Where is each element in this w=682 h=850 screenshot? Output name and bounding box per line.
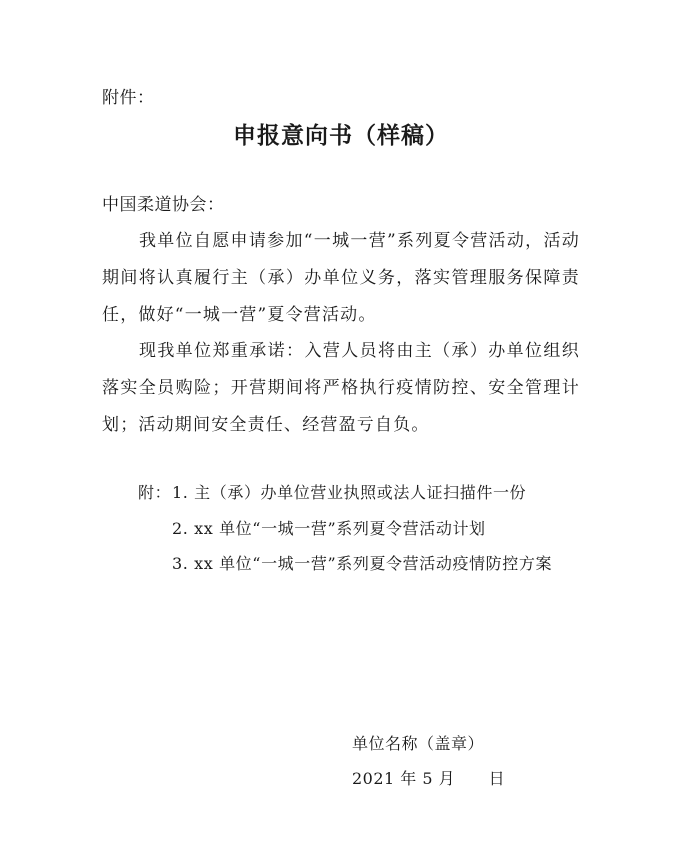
attachment-item-1: 1. 主（承）办单位营业执照或法人证扫描件一份 (172, 483, 527, 502)
attachment-item-2: 2. xx 单位“一城一营”系列夏令营活动计划 (172, 519, 486, 538)
attachment-label: 附件： (102, 88, 155, 108)
document-title: 申报意向书（样稿） (233, 123, 449, 149)
signature-date: 2021 年 5 月 日 (352, 769, 506, 788)
attachments-prefix: 附： (138, 483, 172, 502)
attachment-item-3: 3. xx 单位“一城一营”系列夏令营活动疫情防控方案 (172, 554, 553, 573)
recipient: 中国柔道协会： (102, 195, 225, 215)
paragraph-application: 我单位自愿申请参加“一城一营”系列夏令营活动，活动期间将认真履行主（承）办单位义务，落实管理服务保障责任，做好“一城一营”夏令营活动。 (102, 231, 580, 325)
signature-org-label: 单位名称（盖章） (352, 734, 485, 753)
paragraph-commitment: 现我单位郑重承诺：入营人员将由主（承）办单位组织落实全员购险；开营期间将严格执行疫情防控、安全管理计划；活动期间安全责任、经营盈亏自负。 (102, 341, 580, 435)
